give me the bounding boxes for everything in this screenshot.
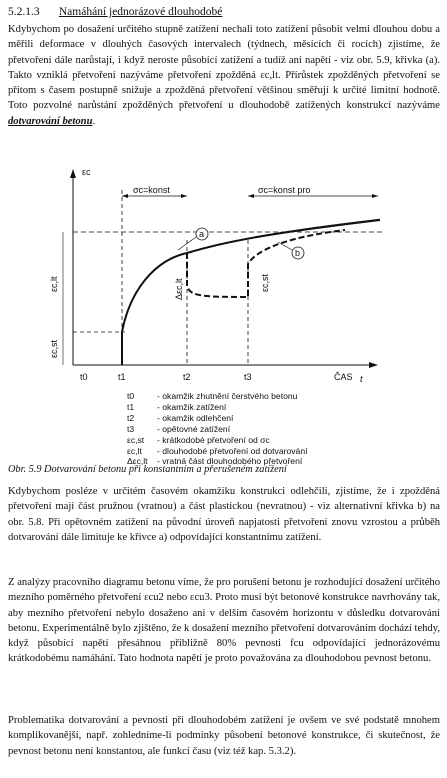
curve-b-label: b bbox=[295, 248, 301, 258]
legend-sym-4: εc,st bbox=[127, 435, 145, 445]
curve-a bbox=[122, 220, 380, 365]
section-heading bbox=[8, 6, 222, 18]
arrow-left-1 bbox=[122, 194, 128, 198]
eps-cst-right-label: εc,st bbox=[260, 273, 270, 292]
legend-desc-2: - okamžik odlehčení bbox=[157, 413, 234, 423]
t0-label: t0 bbox=[80, 372, 88, 382]
stress-label-2: σc=konst pro bbox=[258, 185, 311, 195]
t1-label: t1 bbox=[118, 372, 126, 382]
legend-sym-5: εc,lt bbox=[127, 446, 142, 456]
delta-eps-label: Δεc,lt bbox=[174, 278, 184, 300]
paragraph-intro bbox=[8, 22, 440, 129]
legend-desc-0: - okamžik zhutnění čerstvého betonu bbox=[157, 391, 298, 401]
stress-label-1: σc=konst bbox=[133, 185, 170, 195]
paragraph-analysis: Z analýzy pracovního diagramu betonu víme, že pro porušení betonu je rozhodující dosažení určitého mezního poměrného přetvoření εcu2 nebo εcu3. Proto musí být betonové konstrukce navrhovány tak, aby mezního přetvoření nebylo dosaženo ani v delším časovém horizontu v důsledku dotvarování betonu. Experimentálně bylo zjištěno, že k dosažení mezního přetvoření dotvarováním dochází tehdy, když působící napětí přesáhnou přibližně 80% pevnosti fcu odpovídající jednorázovému krátkodobému namáhání. Tato hodnota napětí je proto považována za dlouhodobou pevnost betonu. bbox=[8, 577, 440, 665]
legend-desc-6: - vratná část dlouhodobého přetvoření bbox=[157, 456, 303, 466]
t2-label: t2 bbox=[183, 372, 191, 382]
paragraph-intro-text: Kdybychom po dosažení určitého stupně zatížení nechali toto zatížení působit velmi dlouhou dobu a měřili deformace v dlouhých časových intervalech (týdnech, měsících či rocích) zjistíme, že přetvoření dále narůstají, i když neroste působící zatížení a tudíž ani napětí - viz obr. 5.9, křivka (a). Takto vzniklá přetvoření nazýváme přetvoření zpožděná εc,lt. Přírůstek zpožděných přetvoření se přitom s časem postupně snižuje a zpožděná přetvoření většinou směřují k určité limitní hodnotě. Toto pozvolné narůstání zpožděných přetvoření u dlouhodobě zatížených konstrukcí nazýváme bbox=[8, 24, 440, 112]
legend-desc-4: - krátkodobé přetvoření od σc bbox=[157, 435, 270, 445]
curve-b-leader bbox=[278, 242, 292, 250]
arrow-left-2 bbox=[248, 194, 254, 198]
figure-legend bbox=[127, 391, 308, 466]
x-axis-arrow bbox=[369, 362, 378, 368]
term-creep: dotvarování betonu bbox=[8, 115, 93, 127]
paragraph-problematics: Problematika dotvarování a pevnosti při dlouhodobém zatížení je ovšem ve své podstatě mnohem komplikovanější, např. zohledníme-li podmínky působení betonové konstrukce, či skutečnost, že pevnost betonu není konstantou, ale funkcí času (viz též kap. 5.3.2). bbox=[8, 715, 440, 757]
y-axis-label: εc bbox=[82, 167, 91, 177]
section-title: Namáhání jednorázové dlouhodobé bbox=[58, 6, 223, 18]
eps-clt-label: εc,lt bbox=[49, 276, 59, 292]
curve-a-label: a bbox=[199, 229, 205, 239]
legend-desc-3: - opětovné zatížení bbox=[157, 424, 231, 434]
legend-sym-2: t2 bbox=[127, 413, 135, 423]
section-number: 5.2.1.3 bbox=[8, 6, 40, 18]
legend-desc-1: - okamžik zatížení bbox=[157, 402, 227, 412]
legend-sym-3: t3 bbox=[127, 424, 135, 434]
legend-sym-0: t0 bbox=[127, 391, 135, 401]
arrow-right-2 bbox=[372, 194, 378, 198]
legend-desc-5: - dlouhodobé přetvoření od dotvarování bbox=[157, 446, 308, 456]
x-axis-label: ČAS bbox=[334, 372, 353, 382]
paragraph-unloading: Kdybychom posléze v určitém časovém okamžiku konstrukci odlehčili, zjistíme, že i zpožděná přetvoření mají část pružnou (vratnou) a část plastickou (nevratnou) - viz alternativní křivka b) na obr. 5.8. Při opětovném zatížení na původní úroveň napjatosti přetvoření znovu vzrostou a průběh dotvarování dále limituje ke křivce a) odpovídající konstantnímu zatížení. bbox=[8, 486, 440, 543]
t3-label: t3 bbox=[244, 372, 252, 382]
x-axis-symbol: t bbox=[360, 374, 363, 384]
legend-sym-6: Δεc,lt bbox=[127, 456, 148, 466]
paragraph-intro-end: . bbox=[92, 115, 96, 127]
figure-caption: Obr. 5.9 Dotvarování betonu při konstantním a přerušeném zatížení bbox=[8, 464, 287, 475]
creep-figure bbox=[0, 160, 447, 466]
y-axis-arrow bbox=[70, 169, 76, 178]
eps-cst-label: εc,st bbox=[49, 339, 59, 358]
arrow-right-1 bbox=[181, 194, 187, 198]
legend-sym-1: t1 bbox=[127, 402, 135, 412]
